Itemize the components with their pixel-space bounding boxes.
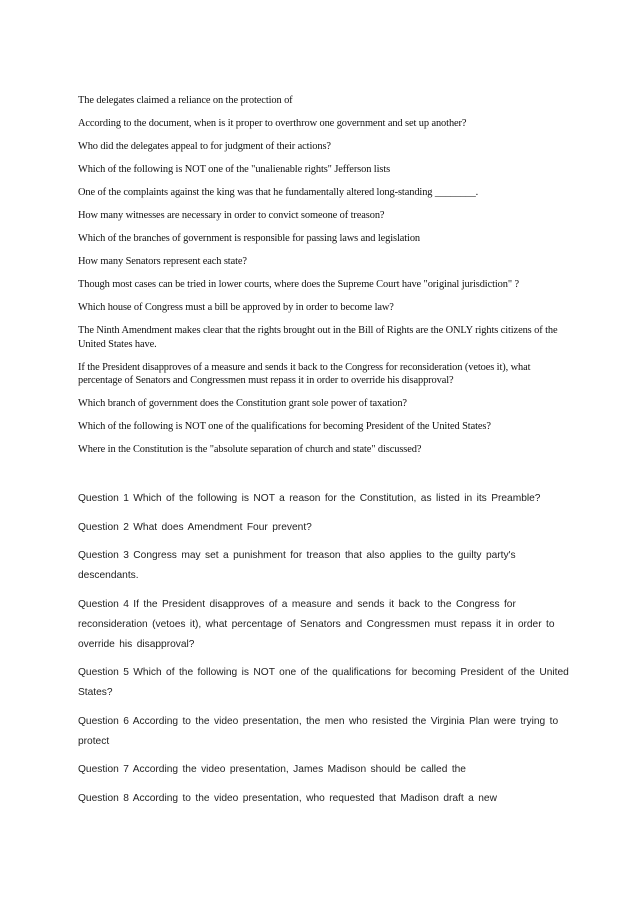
review-item: Where in the Constitution is the "absolute separation of church and state" discussed?	[78, 444, 422, 455]
question-item: Question 6 According to the video presentation, the men who resisted the Virginia Plan were trying to protect	[78, 715, 559, 747]
review-item: How many witnesses are necessary in order to convict someone of treason?	[78, 210, 385, 221]
question-item: Question 8 According to the video presentation, who requested that Madison draft a new	[78, 792, 497, 804]
review-item: Which branch of government does the Constitution grant sole power of taxation?	[78, 398, 407, 409]
question-item: Question 5 Which of the following is NOT one of the qualifications for becoming President of the United States?	[78, 667, 569, 698]
review-item: Who did the delegates appeal to for judgment of their actions?	[78, 141, 331, 152]
question-item: Question 2 What does Amendment Four prevent?	[78, 521, 312, 533]
question-item: Question 3 Congress may set a punishment for treason that also applies to the guilty party's descendants.	[78, 550, 516, 581]
review-item: Which of the following is NOT one of the "unalienable rights" Jefferson lists	[78, 164, 391, 175]
question-item: Question 4 If the President disapproves of a measure and sends it back to the Congress for reconsideration (vetoes it), what percentage of Senators and Congressmen must repass it in order to override his disapproval?	[78, 598, 555, 650]
numbered-question-list	[78, 489, 578, 817]
review-item: Which of the branches of government is responsible for passing laws and legislation	[78, 233, 421, 244]
review-item: Though most cases can be tried in lower courts, where does the Supreme Court have "original jurisdiction" ?	[78, 279, 519, 290]
review-item: How many Senators represent each state?	[78, 256, 247, 267]
review-question-list	[78, 94, 574, 466]
question-item: Question 1 Which of the following is NOT a reason for the Constitution, as listed in its Preamble?	[78, 493, 541, 504]
review-item: According to the document, when is it proper to overthrow one government and set up another?	[78, 118, 467, 129]
review-item: Which house of Congress must a bill be approved by in order to become law?	[78, 302, 394, 313]
review-item: Which of the following is NOT one of the qualifications for becoming President of the United States?	[78, 421, 491, 432]
review-item: One of the complaints against the king was that he fundamentally altered long-standing ________.	[78, 187, 479, 198]
review-item: The delegates claimed a reliance on the protection of	[78, 95, 293, 106]
question-item: Question 7 According the video presentation, James Madison should be called the	[78, 764, 466, 775]
review-item: If the President disapproves of a measure and sends it back to the Congress for reconsideration (vetoes it), what percentage of Senators and Congressmen must repass it in order to override his disapproval?	[78, 361, 531, 386]
review-item: The Ninth Amendment makes clear that the rights brought out in the Bill of Rights are the ONLY rights citizens of the United States have.	[78, 325, 558, 350]
